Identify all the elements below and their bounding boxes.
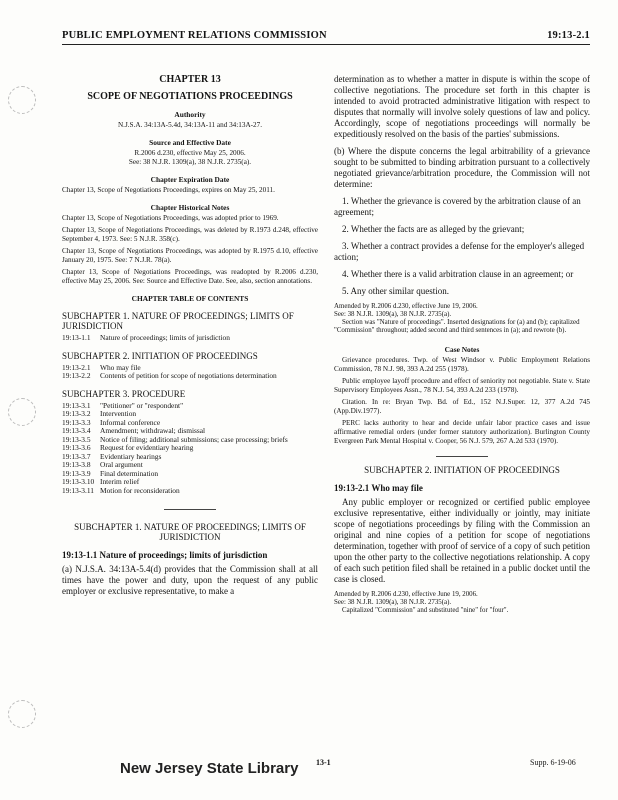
toc-entry: 19:13-1.1 Nature of proceedings; limits of jurisdiction [62, 333, 230, 342]
case-note: Citation. In re: Bryan Twp. Bd. of Ed., 152 N.J.Super. 12, 377 A.2d 745 (App.Div.1977). [334, 398, 590, 415]
amendment-note: See: 38 N.J.R. 1309(a), 38 N.J.R. 2735(a). [334, 599, 452, 606]
toc-entry: 19:13-3.5 Notice of filing; additional submissions; case processing; briefs [62, 434, 288, 444]
list-item: 4. Whether there is a valid arbitration clause in an agreement; or [342, 269, 574, 279]
case-note: PERC lacks authority to hear and decide unfair labor practice cases and issue affirmative remedial orders (under former statutory authorization). Burlington County Evergreen Park Mental Hospital v. Cooper, 56 N.J. 579, 267 A.2d 533 (1970). [334, 419, 590, 445]
source-line: See: 38 N.J.R. 1309(a), 38 N.J.R. 2735(a). [128, 158, 252, 166]
toc-entry: 19:13-3.3 Informal conference [62, 417, 161, 427]
supplement-date: Supp. 6-19-06 [530, 758, 576, 767]
expiration-text: Chapter 13, Scope of Negotiations Proceedings, expires on May 25, 2011. [62, 186, 275, 194]
paragraph-a-continued: determination as to whether a matter in dispute is within the scope of collective negotiations. The procedure set forth in this chapter is intended to avoid protracted administrative litigation with respect to disputes that normally will involve solely questions of law and policy. Accordingly, scope of negotiations proceedings will normally be expeditiously resolved on the basis of the parties' submissions. [334, 74, 590, 139]
source-line: R.2006 d.230, effective May 25, 2006. [134, 149, 246, 157]
historical-heading: Chapter Historical Notes [150, 203, 230, 212]
chapter-number: CHAPTER 13 [159, 74, 221, 85]
toc-entry: 19:13-3.10 Interim relief [62, 477, 140, 486]
case-notes-heading: Case Notes [444, 345, 480, 354]
toc-entry: 19:13-3.9 Final determination [62, 468, 159, 478]
list-item: 5. Any other similar question. [342, 286, 449, 296]
left-column [62, 74, 318, 603]
toc-entry: 19:13-3.7 Evidentiary hearings [62, 451, 162, 461]
list-item: 1. Whether the grievance is covered by the arbitration clause of an agreement; [334, 196, 581, 217]
header-title: PUBLIC EMPLOYMENT RELATIONS COMMISSION [62, 30, 327, 41]
historical-note: Chapter 13, Scope of Negotiations Proceedings, was deleted by R.1973 d.248, effective September 4, 1973. See: 5 N.J.R. 358(c). [62, 226, 318, 243]
right-column [334, 74, 590, 615]
toc-list [62, 334, 318, 343]
toc-entry: 19:13-3.11 Motion for reconsideration [62, 485, 180, 495]
list-item: 2. Whether the facts are as alleged by the grievant; [342, 224, 525, 234]
paragraph-b: (b) Where the dispute concerns the legal arbitrability of a grievance sought to be submitted to binding arbitration pursuant to a collectively negotiated grievance/arbitration procedure, the Commission will not determine: [334, 146, 590, 189]
toc-entry: 19:13-3.8 Oral argument [62, 460, 143, 469]
toc-entry: 19:13-3.2 Intervention [62, 409, 137, 418]
amendment-note: See: 38 N.J.R. 1309(a), 38 N.J.R. 2735(a). [334, 311, 452, 318]
historical-note: Chapter 13, Scope of Negotiations Proceedings, was adopted by R.1975 d.10, effective January 20, 1975. See: 7 N.J.R. 78(a). [62, 247, 318, 264]
toc-entry: 19:13-3.1 "Petitioner" or "respondent" [62, 400, 184, 410]
toc-subchapter-title: SUBCHAPTER 3. PROCEDURE [62, 388, 186, 399]
toc-list [62, 402, 318, 496]
binder-hole [8, 398, 36, 426]
library-watermark: New Jersey State Library [120, 760, 299, 777]
paragraph-a: (a) N.J.S.A. 34:13A-5.4(d) provides that the Commission shall at all times have the power and duty, upon the request of any public employer or exclusive representative, to make a [62, 564, 318, 596]
toc-heading: CHAPTER TABLE OF CONTENTS [131, 294, 249, 303]
toc-entry: 19:13-2.1 Who may file [62, 362, 141, 372]
section-title: 19:13-2.1 Who may file [334, 483, 423, 493]
toc-entry: 19:13-3.4 Amendment; withdrawal; dismissal [62, 426, 206, 435]
section-title: 19:13-1.1 Nature of proceedings; limits of jurisdiction [62, 550, 268, 560]
divider [436, 456, 488, 457]
amendment-note: Amended by R.2006 d.230, effective June 19, 2006. [334, 303, 478, 310]
amendment-note: Section was "Nature of proceedings". Inserted designations for (a) and (b); capitalized "Commission" throughout; added second and third sentences in (a); and rewrote (b). [334, 319, 580, 334]
amendment-note: Amended by R.2006 d.230, effective June 19, 2006. [334, 591, 478, 598]
divider [164, 509, 216, 510]
running-header [62, 30, 590, 45]
source-heading: Source and Effective Date [149, 138, 231, 147]
historical-note: Chapter 13, Scope of Negotiations Proceedings, was readopted by R.2006 d.230, effective May 25, 2006. See: Source and Effective Date. See, also, section annotations. [62, 268, 318, 285]
amendment-note: Capitalized "Commission" and substituted "nine" for "four". [342, 607, 509, 614]
historical-note: Chapter 13, Scope of Negotiations Proceedings, was adopted prior to 1969. [62, 214, 279, 222]
binder-hole [8, 700, 36, 728]
paragraph: Any public employer or recognized or certified public employee exclusive representative, either individually or jointly, may initiate scope of negotiations proceedings by filing with the Commission an original and nine copies of a petition for scope of negotiations determination, together with proof of service of a copy of such petition upon the other party to the collective negotiations relationship. A copy of each such petition filed shall be retained in a public docket until the case is closed. [334, 497, 590, 584]
header-section: 19:13-2.1 [547, 30, 590, 41]
authority-text: N.J.S.A. 34:13A-5.4d, 34:13A-11 and 34:13A-27. [117, 121, 263, 129]
subchapter-heading: SUBCHAPTER 1. NATURE OF PROCEEDINGS; LIMITS OF JURISDICTION [74, 522, 306, 542]
toc-entry: 19:13-2.2 Contents of petition for scope of negotiations determination [62, 371, 277, 380]
authority-heading: Authority [174, 110, 206, 119]
case-note: Grievance procedures. Twp. of West Windsor v. Public Employment Relations Commission, 78 N.J. 98, 393 A.2d 255 (1978). [334, 356, 590, 373]
case-note: Public employee layoff procedure and effect of seniority not negotiable. State v. State Supervisory Employees Assn., 78 N.J. 54, 393 A.2d 233 (1978). [334, 377, 590, 394]
subchapter-heading: SUBCHAPTER 2. INITIATION OF PROCEEDINGS [364, 465, 560, 475]
chapter-title: SCOPE OF NEGOTIATIONS PROCEEDINGS [87, 91, 293, 102]
expiration-heading: Chapter Expiration Date [150, 175, 230, 184]
toc-entry: 19:13-3.6 Request for evidentiary hearing [62, 443, 194, 452]
toc-subchapter-title: SUBCHAPTER 2. INITIATION OF PROCEEDINGS [62, 350, 258, 361]
toc-subchapter-title: SUBCHAPTER 1. NATURE OF PROCEEDINGS; LIMITS OF JURISDICTION [62, 311, 294, 331]
page-number: 13-1 [316, 758, 331, 767]
binder-hole [8, 86, 36, 114]
toc-list [62, 364, 318, 381]
list-item: 3. Whether a contract provides a defense for the employer's alleged action; [334, 241, 585, 262]
